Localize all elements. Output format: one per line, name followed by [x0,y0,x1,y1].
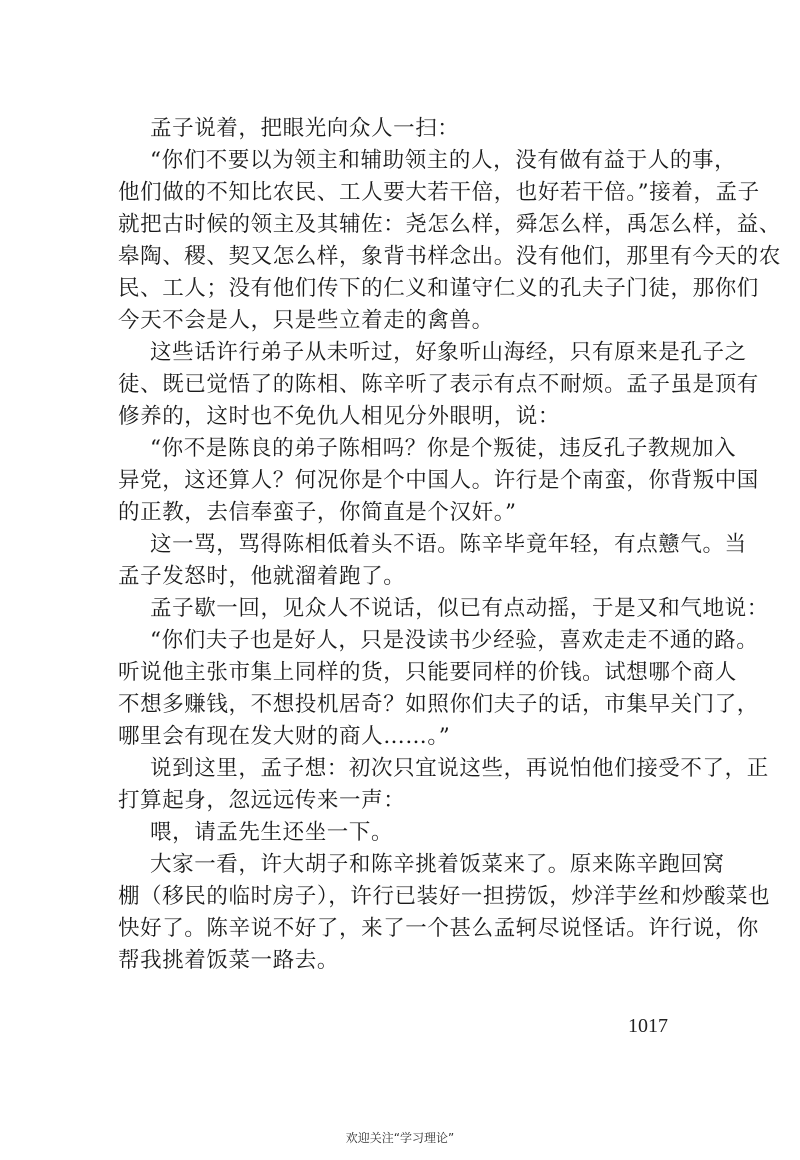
body-text [118,113,782,977]
text-line: 不想多赚钱，不想投机居奇？如照你们夫子的话，市集早关门了， [118,692,759,717]
text-line: 皋陶、稷、契又怎么样，象背书样念出。没有他们，那里有今天的农 [118,244,782,269]
text-line: 听说他主张市集上同样的货，只能要同样的价钱。试想哪个商人 [118,660,737,685]
text-line: 今天不会是人，只是些立着走的禽兽。 [118,308,494,333]
text-line: 说到这里，孟子想：初次只宜说这些，再说怕他们接受不了，正 [150,756,769,781]
text-line: 喂，请孟先生还坐一下。 [150,820,394,845]
page-number: 1017 [628,1015,668,1037]
text-line: “你们夫子也是好人，只是没读书少经验，喜欢走走不通的路。 [150,628,759,653]
text-line: 打算起身，忽远远传来一声： [118,788,406,813]
text-line: 大家一看，许大胡子和陈辛挑着饭菜来了。原来陈辛跑回窝 [150,852,725,877]
text-line: 就把古时候的领主及其辅佐：尧怎么样，舜怎么样，禹怎么样，益、 [118,212,782,237]
text-line: 帮我挑着饭菜一路去。 [118,948,340,973]
text-line: 他们做的不知比农民、工人要大若干倍，也好若干倍。”接着，孟子 [118,180,760,205]
text-line: 孟子发怒时，他就溜着跑了。 [118,564,406,589]
text-line: “你们不要以为领主和辅助领主的人，没有做有益于人的事， [150,148,737,173]
text-line: 棚（移民的临时房子），许行已装好一担捞饭，炒洋芋丝和炒酸菜也 [118,884,771,909]
text-line: 这些话许行弟子从未听过，好象听山海经，只有原来是孔子之 [150,340,747,365]
text-line: 快好了。陈辛说不好了，来了一个甚么孟轲尽说怪话。许行说，你 [118,916,759,941]
text-line: 徒、既已觉悟了的陈相、陈辛听了表示有点不耐烦。孟子虽是顶有 [118,372,759,397]
footer-note: 欢迎关注“学习理论” [345,1131,455,1145]
text-line: 孟子说着，把眼光向众人一扫： [150,116,460,141]
text-line: 这一骂，骂得陈相低着头不语。陈辛毕竟年轻，有点戆气。当 [150,532,747,557]
text-line: 民、工人；没有他们传下的仁义和谨守仁义的孔夫子门徒，那你们 [118,276,759,301]
text-line: 孟子歇一回，见众人不说话，似已有点动摇，于是又和气地说： [150,596,769,621]
text-line: “你不是陈良的弟子陈相吗？你是个叛徒，违反孔子教规加入 [150,436,737,461]
text-line: 修养的，这时也不免仇人相见分外眼明，说： [118,404,561,429]
text-line: 哪里会有现在发大财的商人……。” [118,724,451,749]
text-line: 异党，这还算人？何况你是个中国人。许行是个南蛮，你背叛中国 [118,468,759,493]
text-line: 的正教，去信奉蛮子，你简直是个汉奸。” [118,500,517,525]
